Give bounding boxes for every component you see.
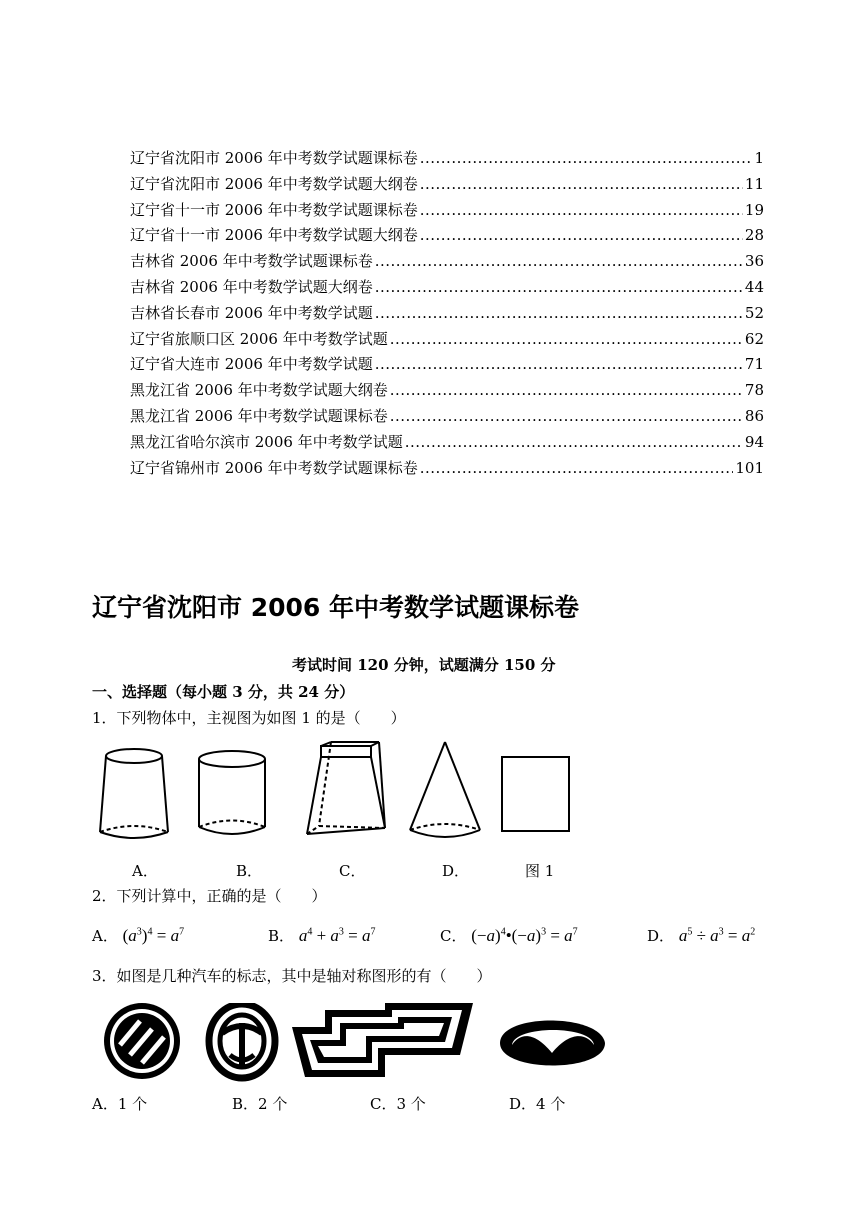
- toc-entry[interactable]: [130, 303, 764, 329]
- toc-entry-page: 11: [744, 174, 764, 193]
- toc-leader-dots: [420, 458, 734, 478]
- toc-entry-title: 吉林省 2006 年中考数学试题大纲卷: [130, 277, 373, 296]
- toc-entry-title: 黑龙江省哈尔滨市 2006 年中考数学试题: [130, 432, 403, 451]
- toc-entry-title: 辽宁省沈阳市 2006 年中考数学试题大纲卷: [130, 174, 418, 193]
- toc-entry-page: 36: [744, 252, 764, 271]
- q2-letter-d: D．: [647, 927, 675, 945]
- q2-letter-b: B．: [268, 927, 295, 945]
- toc-entry-page: 52: [744, 303, 764, 322]
- toc-entry[interactable]: [130, 406, 764, 432]
- toc-leader-dots: [390, 329, 743, 349]
- front-view-rectangle: [502, 757, 569, 831]
- toc-leader-dots: [420, 174, 743, 194]
- toc-entry[interactable]: [130, 277, 764, 303]
- toc-entry-title: 黑龙江省 2006 年中考数学试题课标卷: [130, 406, 388, 425]
- q3-option-c: C．3 个: [370, 1095, 426, 1113]
- toc-entry-page: 86: [744, 406, 764, 425]
- q1-label-a: A．: [132, 862, 158, 880]
- toc-entry-page: 28: [744, 226, 764, 245]
- frustum-figure: [100, 749, 168, 838]
- toc-leader-dots: [420, 148, 753, 168]
- toc-entry-title: 吉林省长春市 2006 年中考数学试题: [130, 303, 373, 322]
- toc-leader-dots: [375, 251, 743, 271]
- toc-entry-page: 1: [754, 149, 764, 167]
- toc-entry[interactable]: [130, 251, 764, 277]
- toc-entry-title: 辽宁省沈阳市 2006 年中考数学试题课标卷: [130, 149, 418, 167]
- toc-entry-title: 辽宁省旅顺口区 2006 年中考数学试题: [130, 329, 388, 348]
- toc-entry[interactable]: [130, 458, 764, 484]
- toc-entry-page: 44: [744, 277, 764, 296]
- square-frustum-figure: [307, 742, 385, 834]
- toc-entry[interactable]: [130, 380, 764, 406]
- q2-option-c: [440, 925, 578, 946]
- question-3-stem: 3．如图是几种汽车的标志，其中是轴对称图形的有（ ）: [92, 967, 492, 985]
- q2-letter-a: A．: [92, 927, 118, 945]
- q1-label-d: D．: [442, 862, 470, 880]
- toc-entry[interactable]: [130, 148, 764, 174]
- q1-label-b: B．: [236, 862, 263, 880]
- toc-leader-dots: [375, 277, 743, 297]
- q2-option-a: [92, 925, 184, 946]
- chevrolet-logo: [292, 1003, 473, 1077]
- toc-leader-dots: [390, 380, 743, 400]
- toc-entry-page: 94: [744, 432, 764, 451]
- question-1-figures: [95, 740, 595, 846]
- q1-label-c: C．: [339, 862, 366, 880]
- toc-leader-dots: [390, 406, 743, 426]
- q3-option-a: A．1 个: [92, 1095, 148, 1113]
- toc-entry-page: 62: [744, 329, 764, 348]
- toc-entry[interactable]: [130, 432, 764, 458]
- q2-formula-c: $(-a)^4•(-a)^3 = a^7$: [471, 926, 578, 945]
- toc-entry-title: 黑龙江省 2006 年中考数学试题大纲卷: [130, 381, 388, 400]
- question-1-stem: 1．下列物体中，主视图为如图 1 的是（ ）: [92, 709, 406, 727]
- toc-entry-page: 19: [744, 200, 764, 219]
- toc-entry-title: 辽宁省锦州市 2006 年中考数学试题课标卷: [130, 458, 418, 477]
- question-2-stem: 2．下列计算中，正确的是（ ）: [92, 887, 327, 905]
- question-3-car-logos: [100, 1003, 610, 1083]
- q3-option-b: B．2 个: [232, 1095, 288, 1113]
- toc-entry[interactable]: [130, 354, 764, 380]
- toc-leader-dots: [420, 225, 743, 245]
- q2-formula-b: $a^4 + a^3 = a^7$: [298, 926, 376, 945]
- toc-entry[interactable]: [130, 174, 764, 200]
- infiniti-logo: [500, 1021, 605, 1066]
- q3-option-d: D．4 个: [509, 1095, 566, 1113]
- section-heading: 一、选择题（每小题 3 分，共 24 分）: [92, 683, 355, 701]
- toc-entry-page: 71: [744, 355, 764, 374]
- toc-entry[interactable]: [130, 200, 764, 226]
- toc-entry-title: 辽宁省十一市 2006 年中考数学试题大纲卷: [130, 226, 418, 245]
- toc-entry-title: 辽宁省十一市 2006 年中考数学试题课标卷: [130, 200, 418, 219]
- cone-figure: [410, 742, 480, 837]
- toc-entry-page: 101: [735, 458, 764, 477]
- q2-option-b: [268, 925, 376, 946]
- toc-leader-dots: [375, 303, 743, 323]
- toc-entry-page: 78: [744, 381, 764, 400]
- table-of-contents: [130, 148, 764, 483]
- toc-entry[interactable]: [130, 225, 764, 251]
- toc-entry[interactable]: [130, 329, 764, 355]
- toc-entry-title: 辽宁省大连市 2006 年中考数学试题: [130, 355, 373, 374]
- q2-formula-d: $a^5 \div a^3 = a^2$: [678, 926, 756, 945]
- toc-entry-title: 吉林省 2006 年中考数学试题课标卷: [130, 252, 373, 271]
- q1-label-figure: 图 1: [525, 862, 555, 880]
- toc-leader-dots: [405, 432, 743, 452]
- roewe-logo: [209, 1004, 275, 1078]
- buick-logo: [104, 1003, 180, 1079]
- q2-formula-a: $(a^3)^4 = a^7$: [122, 926, 185, 945]
- toc-leader-dots: [420, 200, 743, 220]
- exam-info: 考试时间 120 分钟，试题满分 150 分: [292, 656, 556, 674]
- toc-leader-dots: [375, 354, 743, 374]
- q2-option-d: [647, 925, 755, 946]
- q2-letter-c: C．: [440, 927, 467, 945]
- cylinder-figure: [199, 751, 265, 834]
- page-title: 辽宁省沈阳市 2006 年中考数学试题课标卷: [92, 593, 579, 622]
